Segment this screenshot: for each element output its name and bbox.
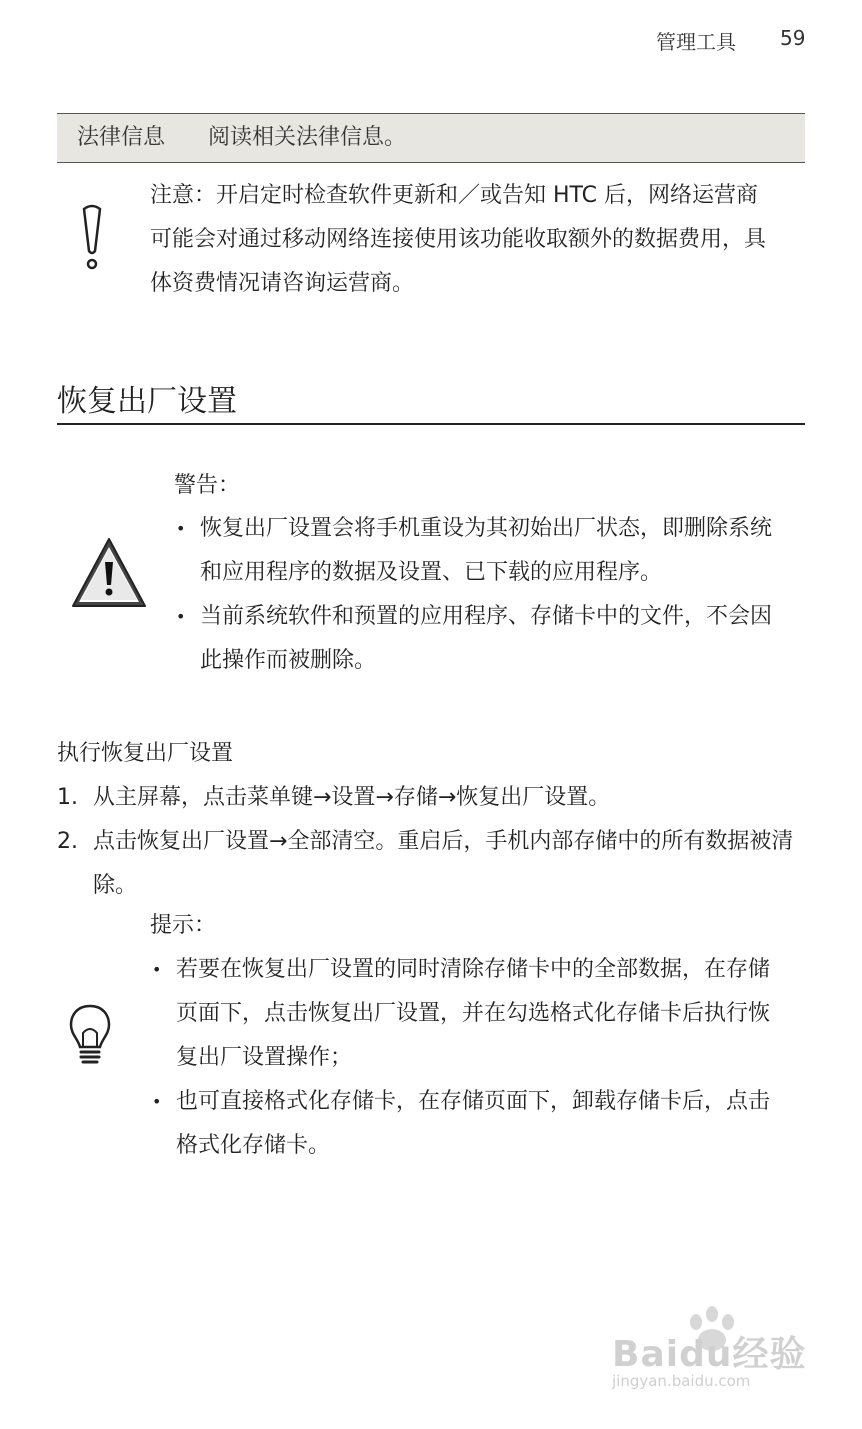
page-number: 59 [780, 26, 806, 50]
warning-item: • 当前系统软件和预置的应用程序、存储卡中的文件，不会因此操作而被删除。 [174, 595, 780, 683]
procedure-steps [57, 776, 797, 908]
warning-title: 警告： [174, 473, 241, 498]
section-divider [57, 423, 805, 425]
tip-title: 提示： [150, 913, 217, 938]
section-title: 恢复出厂设置 [57, 384, 237, 419]
exclamation-icon [74, 203, 110, 275]
running-header-title: 管理工具 [656, 30, 736, 54]
note-text: 注意：开启定时检查软件更新和／或告知 HTC 后，网络运营商可能会对通过移动网络连接使用该功能收取额外的数据费用，具体资费情况请咨询运营商。 [150, 183, 767, 296]
tip-item: • 也可直接格式化存储卡，在存储页面下，卸载存储卡后，点击格式化存储卡。 [150, 1080, 780, 1168]
watermark-url: jingyan.baidu.com [612, 1372, 751, 1390]
tip-item: • 若要在恢复出厂设置的同时清除存储卡中的全部数据，在存储页面下，点击恢复出厂设置，并在勾选格式化存储卡后执行恢复出厂设置操作； [150, 948, 780, 1080]
procedure-step: 2. 点击恢复出厂设置→全部清空。重启后，手机内部存储中的所有数据被清除。 [57, 829, 794, 898]
warning-list [174, 507, 780, 683]
warning-item: • 恢复出厂设置会将手机重设为其初始出厂状态，即删除系统和应用程序的数据及设置、已下载的应用程序。 [174, 507, 780, 595]
tip-list [150, 948, 780, 1168]
warning-triangle-icon [70, 536, 148, 610]
legal-info-row [57, 113, 805, 163]
procedure-title: 执行恢复出厂设置 [57, 741, 234, 766]
legal-info-label: 法律信息 [77, 125, 166, 150]
watermark-brand: Baidu经验 [612, 1334, 807, 1375]
baidu-watermark [612, 1300, 812, 1400]
lightbulb-icon [68, 1003, 112, 1067]
legal-info-description: 阅读相关法律信息。 [208, 125, 407, 150]
procedure-step: 1. 从主屏幕，点击菜单键→设置→存储→恢复出厂设置。 [57, 785, 611, 810]
